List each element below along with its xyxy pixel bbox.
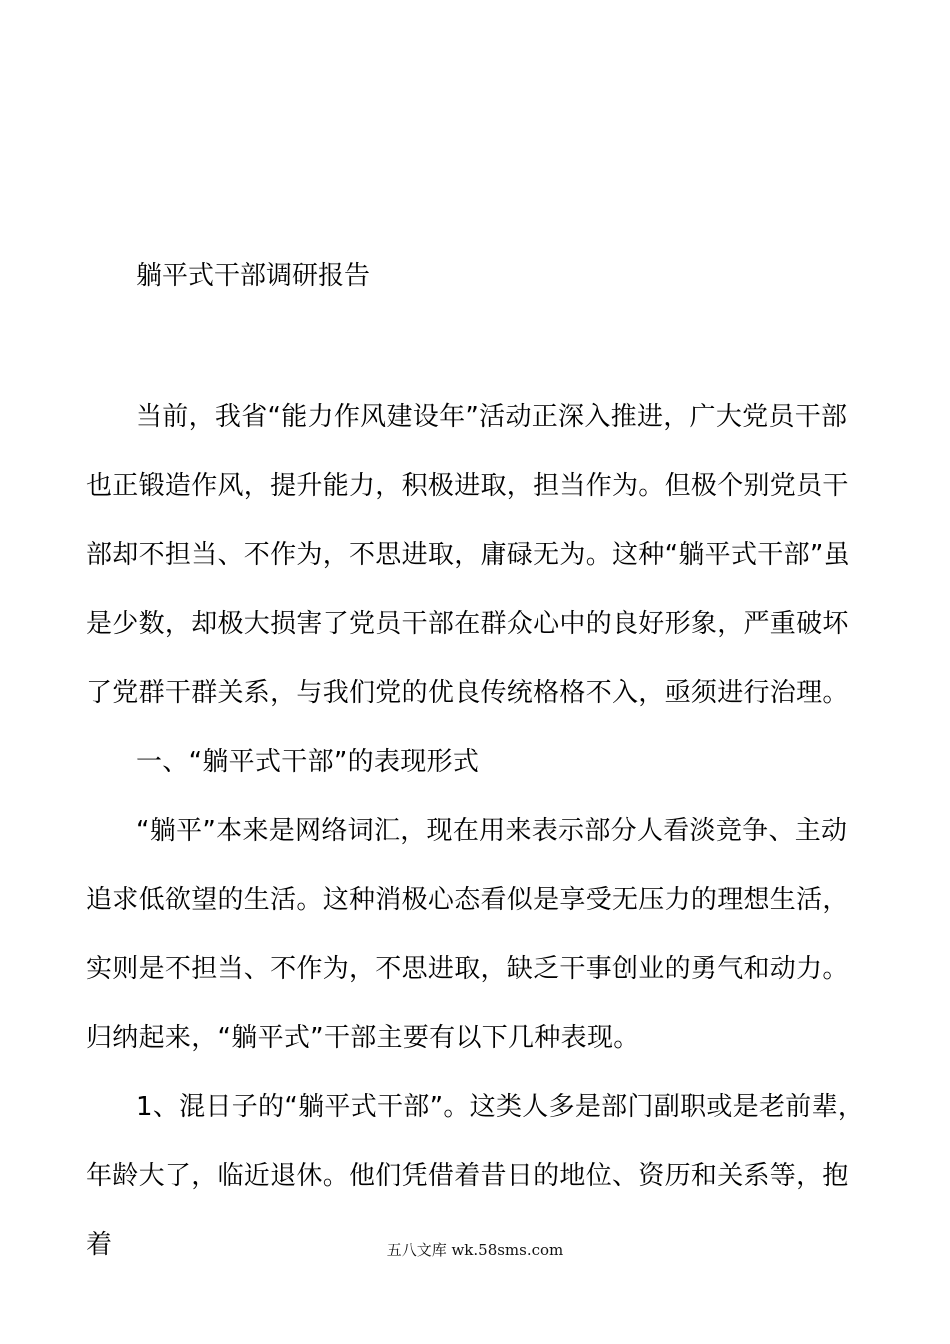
document-body [86,383,866,1280]
paragraph-intro: 当前，我省“能力作风建设年”活动正深入推进，广大党员干部也正锻造作风，提升能力，积极进取，担当作为。但极个别党员干部却不担当、不作为，不思进取，庸碌无为。这种“躺平式干部”虽是少数，却极大损害了党员干部在群众心中的良好形象，严重破坏了党群干群关系，与我们党的优良传统格格不入，亟须进行治理。 [86,402,850,708]
paragraph-definition: “躺平”本来是网络词汇，现在用来表示部分人看淡竞争、主动追求低欲望的生活。这种消极心态看似是享受无压力的理想生活，实则是不担当、不作为，不思进取，缺乏干事创业的勇气和动力。归纳起来，“躺平式”干部主要有以下几种表现。 [86,816,849,1053]
document-title: 躺平式干部调研报告 [136,261,371,291]
section-heading-1: 一、“躺平式干部”的表现形式 [136,747,480,777]
footer-watermark: 五八文库 wk.58sms.com [386,1241,564,1259]
paragraph-type-1: 1、混日子的“躺平式干部”。这类人多是部门副职或是老前辈，年龄大了，临近退休。他们凭借着昔日的地位、资历和关系等，抱着 [86,1092,865,1260]
